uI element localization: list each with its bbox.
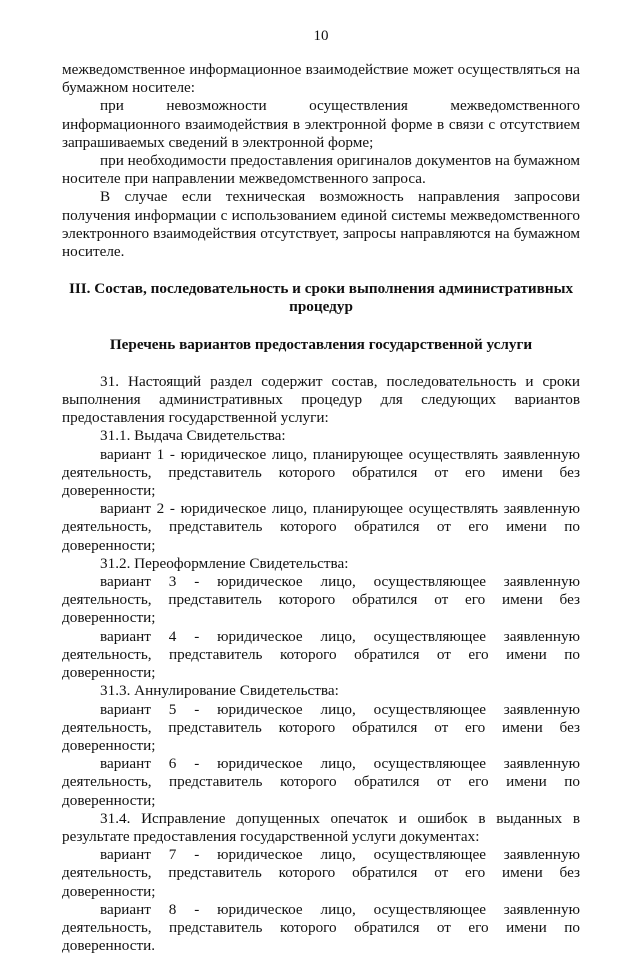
variant-7-paragraph: вариант 7 - юридическое лицо, осуществляющее заявленную деятельность, представитель которого обратился от его имени без доверенности; [62,846,580,900]
body-paragraph-31-4: 31.4. Исправление допущенных опечаток и ошибок в выданных в результате предоставления государственной услуги документах: [62,809,580,845]
body-paragraph-31-2: 31.2. Переоформление Свидетельства: [100,554,349,572]
page-number: 10 [313,28,329,44]
variant-4-paragraph: вариант 4 - юридическое лицо, осуществляющее заявленную деятельность, представитель которого обратился от его имени по доверенности; [62,627,580,682]
intro-paragraph-4: В случае если техническая возможность направления запросови получения информации с использованием единой системы межведомственного электронного взаимодействия отсутствует, запросы направляются на бумажном носителе. [62,188,580,261]
subsection-heading: Перечень вариантов предоставления государственной услуги [109,335,533,353]
body-paragraph-31-1: 31.1. Выдача Свидетельства: [100,427,286,445]
intro-paragraph-3: при необходимости предоставления оригиналов документов на бумажном носителе при направлении межведомственного запроса. [62,152,580,188]
variant-1-paragraph: вариант 1 - юридическое лицо, планирующее осуществлять заявленную деятельность, представитель которого обратился от его имени без доверенности; [62,445,580,500]
intro-paragraph-1: межведомственное информационное взаимодействие может осуществляться на бумажном носителе: [62,61,580,97]
variant-3-paragraph: вариант 3 - юридическое лицо, осуществляющее заявленную деятельность, представитель которого обратился от его имени без доверенности; [62,573,580,627]
intro-paragraph-2: при невозможности осуществления межведомственного информационного взаимодействия в электронной форме в связи с отсутствием запрашиваемых сведений в электронной форме; [62,97,580,151]
variant-6-paragraph: вариант 6 - юридическое лицо, осуществляющее заявленную деятельность, представитель которого обратился от его имени по доверенности; [62,755,580,809]
section-heading: III. Состав, последовательность и сроки выполнения административных процедур [68,280,574,316]
variant-2-paragraph: вариант 2 - юридическое лицо, планирующее осуществлять заявленную деятельность, представитель которого обратился от его имени по доверенности; [62,500,580,554]
variant-8-paragraph: вариант 8 - юридическое лицо, осуществляющее заявленную деятельность, представитель которого обратился от его имени по доверенности. [62,900,580,955]
body-paragraph-31: 31. Настоящий раздел содержит состав, последовательность и сроки выполнения административных процедур для следующих вариантов предоставления государственной услуги: [62,372,580,427]
body-paragraph-31-3: 31.3. Аннулирование Свидетельства: [100,682,339,700]
variant-5-paragraph: вариант 5 - юридическое лицо, осуществляющее заявленную деятельность, представитель которого обратился от его имени без доверенности; [62,700,580,754]
